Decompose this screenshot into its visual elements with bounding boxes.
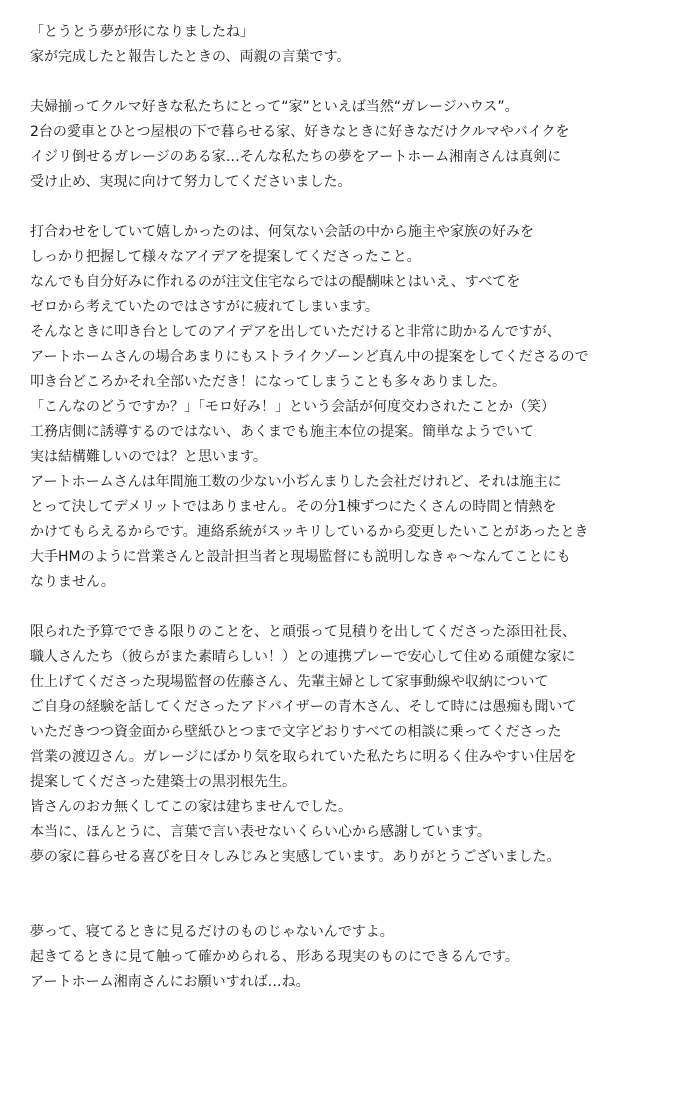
text-line: イジリ倒せるガレージのある家…そんな私たちの夢をアートホーム湘南さんは真剣に bbox=[30, 149, 562, 165]
text-line: 夫婦揃ってクルマ好きな私たちにとって“家”といえば当然“ガレージハウス”。 bbox=[30, 99, 519, 115]
text-line: 仕上げてくださった現場監督の佐藤さん、先輩主婦として家事動線や収納について bbox=[30, 674, 549, 690]
text-line: アートホーム湘南さんにお願いすれば…ね。 bbox=[30, 974, 310, 990]
paragraph-meetings bbox=[30, 220, 690, 595]
text-line: 「こんなのどうですか？」「モロ好み！」という会話が何度交わされたことか（笑） bbox=[30, 399, 555, 415]
paragraph-garage-house bbox=[30, 95, 690, 195]
text-line: 叩き台どころかそれ全部いただき！になってしまうことも多々ありました。 bbox=[30, 374, 506, 390]
text-line: いただきつつ資金面から壁紙ひとつまで文字どおりすべての相談に乗ってくださった bbox=[30, 724, 562, 740]
paragraph-spacer bbox=[30, 595, 690, 620]
paragraph-spacer bbox=[30, 70, 690, 95]
text-line: 大手HMのように営業さんと設計担当者と現場監督にも説明しなきゃ～なんてことにも bbox=[30, 549, 571, 565]
text-line: なんでも自分好みに作れるのが注文住宅ならではの醍醐味とはいえ、すべてを bbox=[30, 274, 521, 290]
text-line: 受け止め、実現に向けて努力してくださいました。 bbox=[30, 174, 352, 190]
text-line: 打合わせをしていて嬉しかったのは、何気ない会話の中から施主や家族の好みを bbox=[30, 224, 534, 240]
paragraph-closing bbox=[30, 920, 690, 995]
text-line: かけてもらえるからです。連絡系統がスッキリしているから変更したいことがあったとき bbox=[30, 524, 589, 540]
text-line: 工務店側に誘導するのではない、あくまでも施主本位の提案。簡単なようでいて bbox=[30, 424, 534, 440]
text-line: 提案してくださった建築士の黒羽根先生。 bbox=[30, 774, 296, 790]
text-line: 営業の渡辺さん。ガレージにばかり気を取られていた私たちに明るく住みやすい住居を bbox=[30, 749, 577, 765]
text-line: とって決してデメリットではありません。その分1棟ずつにたくさんの時間と情熱を bbox=[30, 499, 557, 515]
text-line: 夢って、寝てるときに見るだけのものじゃないんですよ。 bbox=[30, 924, 394, 940]
text-line: アートホームさんの場合あまりにもストライクゾーンど真ん中の提案をしてくださるので bbox=[30, 349, 589, 365]
text-line: しっかり把握して様々なアイデアを提案してくださったこと。 bbox=[30, 249, 421, 265]
text-line: 夢の家に暮らせる喜びを日々しみじみと実感しています。ありがとうございました。 bbox=[30, 849, 561, 865]
paragraph-spacer bbox=[30, 870, 690, 920]
paragraph-spacer bbox=[30, 195, 690, 220]
text-line: なりません。 bbox=[30, 574, 115, 590]
text-line: アートホームさんは年間施工数の少ない小ぢんまりした会社だけれど、それは施主に bbox=[30, 474, 562, 490]
text-line: 実は結構難しいのでは？と思います。 bbox=[30, 449, 267, 465]
text-line: 本当に、ほんとうに、言葉で言い表せないくらい心から感謝しています。 bbox=[30, 824, 491, 840]
letter-body bbox=[30, 20, 690, 995]
text-line: 皆さんのおカ無くしてこの家は建ちませんでした。 bbox=[30, 799, 352, 815]
text-line: ご自身の経験を話してくださったアドバイザーの青木さん、そして時には愚痴も聞いて bbox=[30, 699, 577, 715]
text-line: 起きてるときに見て触って確かめられる、形ある現実のものにできるんです。 bbox=[30, 949, 519, 965]
paragraph-opening bbox=[30, 20, 690, 70]
text-line: ゼロから考えていたのではさすがに疲れてしまいます。 bbox=[30, 299, 379, 315]
text-line: 「とうとう夢が形になりましたね」 bbox=[30, 24, 254, 40]
text-line: 2台の愛車とひとつ屋根の下で暮らせる家、好きなときに好きなだけクルマやバイクを bbox=[30, 124, 570, 140]
text-line: 職人さんたち（彼らがまた素晴らしい！）との連携プレーで安心して住める頑健な家に bbox=[30, 649, 576, 665]
text-line: 家が完成したと報告したときの、両親の言葉です。 bbox=[30, 49, 351, 65]
text-line: 限られた予算でできる限りのことを、と頑張って見積りを出してくださった添田社長、 bbox=[30, 624, 576, 640]
paragraph-thanks bbox=[30, 620, 690, 870]
text-line: そんなときに叩き台としてのアイデアを出していただけると非常に助かるんですが、 bbox=[30, 324, 561, 340]
